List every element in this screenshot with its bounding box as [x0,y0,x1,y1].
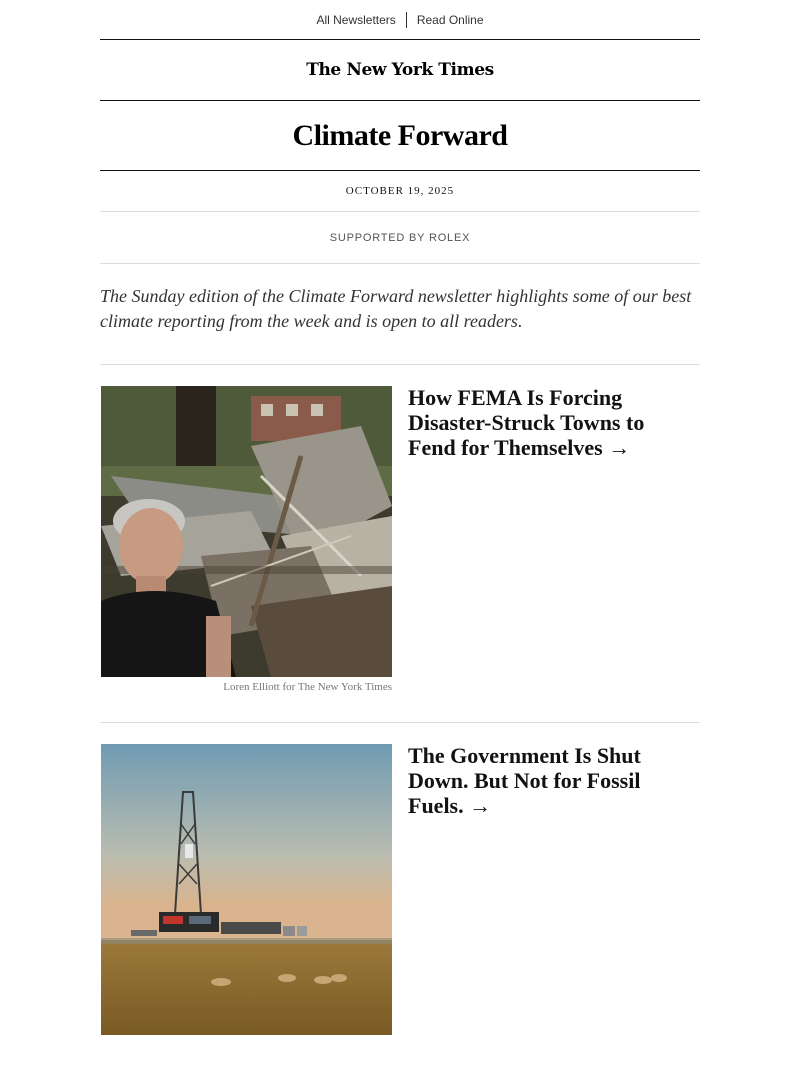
story-item [100,723,700,1080]
newsletter-container [100,0,700,1080]
oil-rig-photo[interactable] [101,744,392,1035]
story-item [100,365,700,722]
all-newsletters-link[interactable]: All Newsletters [316,12,396,27]
sponsor-label[interactable]: SUPPORTED BY ROLEX [329,231,471,244]
intro-paragraph: The Sunday edition of the Climate Forward newsletter highlights some of our best climate reporting from the week and is open to all readers. [100,286,692,331]
story-headline-link[interactable] [408,743,693,818]
story-headline[interactable]: How FEMA Is Forcing Disaster-Struck Towns to Fend for Themselves [408,385,645,460]
top-links-bar [100,0,700,39]
story-headline-link[interactable] [408,385,693,460]
flood-debris-photo[interactable] [101,386,392,677]
read-online-link[interactable]: Read Online [416,12,484,27]
photo-credit: Loren Elliott for The New York Times [223,681,392,693]
nyt-logo[interactable]: The New York Times [306,60,494,80]
arrow-right-icon[interactable]: → [608,435,631,460]
story-headline[interactable]: The Government Is Shut Down. But Not for Fossil Fuels. [408,743,641,818]
newsletter-title: Climate Forward [292,118,508,152]
arrow-right-icon[interactable]: → [469,793,492,818]
nyt-masthead[interactable] [100,40,700,100]
newsletter-title-block [100,101,700,170]
newsletter-date: OCTOBER 19, 2025 [345,185,455,197]
